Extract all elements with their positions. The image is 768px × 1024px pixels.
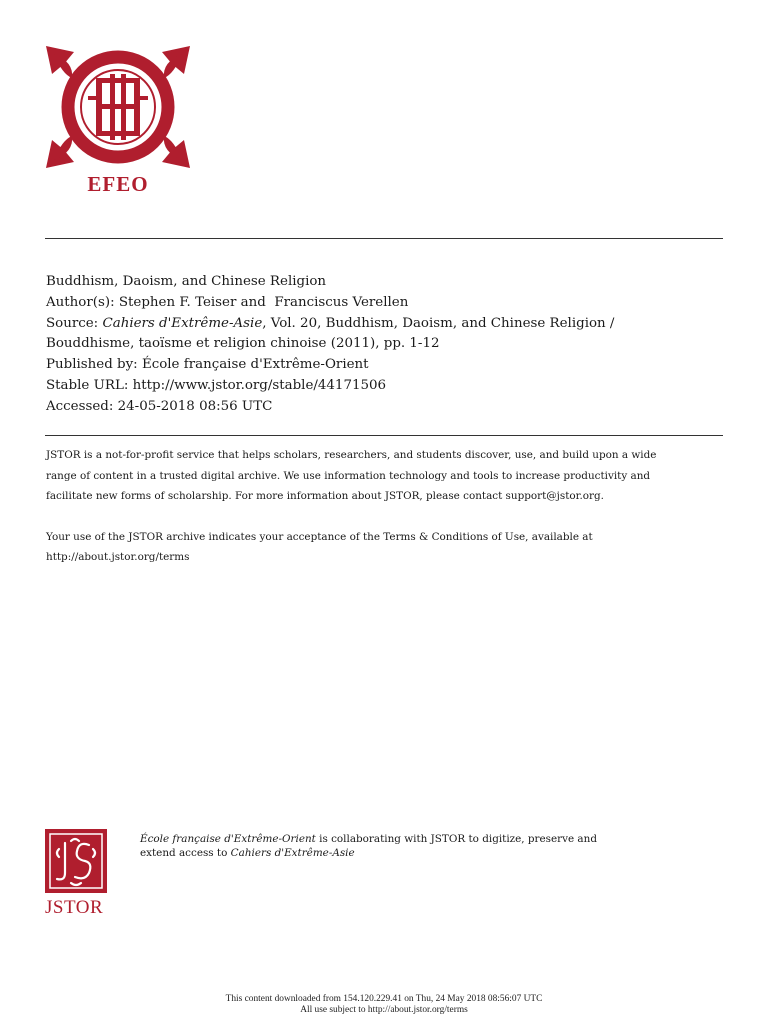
notice-line-1: JSTOR is a not-for-profit service that helps scholars, researchers, and students discover, use, and build upon a wide <box>46 449 657 461</box>
jstor-logo-text: JSTOR <box>45 897 104 918</box>
collab-journal: Cahiers d'Extrême-Asie <box>230 847 355 859</box>
stable-url-label: Stable URL: <box>46 377 129 393</box>
jstor-emblem-icon <box>45 829 107 893</box>
authors-value: Stephen F. Teiser and Franciscus Verellen <box>118 294 409 310</box>
efeo-emblem-icon <box>44 44 192 170</box>
notice-line-2: range of content in a trusted digital archive. We use information technology and tools to increase productivity and <box>46 469 651 482</box>
terms-line-1: Your use of the JSTOR archive indicates your acceptance of the Terms & Conditions of Use, available at <box>46 530 593 543</box>
collaboration-statement <box>140 832 740 860</box>
published-line <box>46 355 726 376</box>
collab-publisher: École française d'Extrême-Orient <box>140 833 316 845</box>
collab-text: is collaborating with JSTOR to digitize, preserve and <box>315 833 597 845</box>
jstor-logo <box>45 829 109 919</box>
source-journal: Cahiers d'Extrême-Asie <box>102 315 263 331</box>
terms-link[interactable]: http://about.jstor.org/terms <box>46 551 190 564</box>
accessed-value: 24-05-2018 08:56 UTC <box>117 398 273 414</box>
article-metadata <box>46 272 726 418</box>
article-title: Buddhism, Daoism, and Chinese Religion <box>46 274 327 289</box>
accessed-line <box>46 397 726 418</box>
accessed-label: Accessed: <box>46 398 114 414</box>
source-label: Source: <box>46 315 99 331</box>
collab-prefix: extend access to <box>140 847 231 859</box>
footer-line-2: All use subject to http://about.jstor.org/terms <box>300 1005 468 1015</box>
authors-label: Author(s): <box>46 294 115 310</box>
notice-divider <box>45 435 723 436</box>
stable-url-link[interactable]: http://www.jstor.org/stable/44171506 <box>132 377 387 393</box>
notice-line-3: facilitate new forms of scholarship. For more information about JSTOR, please contact support@jstor.org. <box>46 490 604 503</box>
top-divider <box>45 238 723 239</box>
source-line-2: Bouddhisme, taoïsme et religion chinoise (2011), pp. 1-12 <box>46 336 440 352</box>
stable-url-line <box>46 376 726 397</box>
download-footer <box>0 994 768 1016</box>
source-details: , Vol. 20, Buddhism, Daoism, and Chinese Religion / <box>262 315 615 331</box>
jstor-notice <box>46 445 726 568</box>
efeo-logo-text: EFEO <box>87 172 149 196</box>
footer-line-1: This content downloaded from 154.120.229.41 on Thu, 24 May 2018 08:56:07 UTC <box>225 994 543 1004</box>
efeo-logo <box>44 44 192 194</box>
published-label: Published by: <box>46 357 138 373</box>
authors-line <box>46 293 726 314</box>
source-line <box>46 314 726 335</box>
published-value: École française d'Extrême-Orient <box>141 357 369 373</box>
